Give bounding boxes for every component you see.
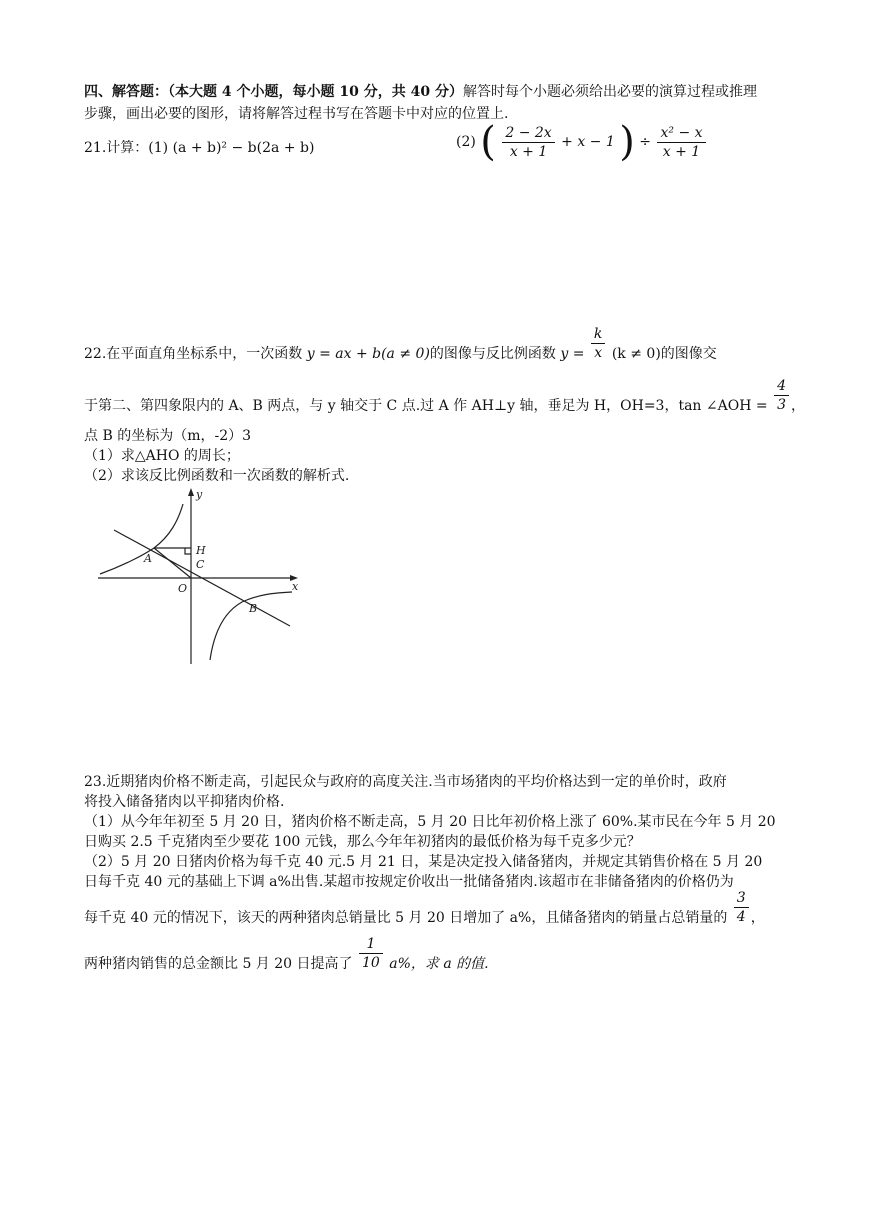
q21-f1-denominator: x + 1 (509, 143, 548, 160)
q22-tan-den: 3 (777, 396, 786, 413)
q22-k-over-x (591, 325, 605, 362)
q23-text-5: （2）5 月 20 日猪肉价格为每千克 40 元.5 月 21 日，某是决定投入储备猪肉，并规定其销售价格在 5 月 20 (84, 854, 763, 870)
q22-figure (92, 486, 307, 666)
q22-text-e: (k ≠ 0)的图像交 (611, 346, 717, 362)
right-paren: ) (619, 119, 635, 165)
q22-text-c: 的图像与反比例函数 (429, 346, 556, 362)
q21-part2-label: (2) (456, 134, 476, 150)
q21-middle: + x − 1 (561, 134, 615, 150)
q22-part2-line (84, 466, 349, 486)
label-a: A (144, 552, 152, 565)
q21-divide: ÷ (639, 134, 652, 150)
q23-line-1 (84, 772, 727, 792)
q23-line-5 (84, 852, 762, 872)
q22-linear-function: y = ax + b(a ≠ 0) (306, 346, 430, 362)
y-axis-arrow (188, 488, 194, 496)
label-o: O (178, 582, 188, 595)
q23-text-6: 日每千克 40 元的基础上下调 a%出售.某超市按规定价收出一批储备猪肉.该超市在非储备猪肉的价格仍为 (84, 874, 734, 890)
section-heading: 四、解答题：（本大题 4 个小题，每小题 10 分，共 40 分） (84, 84, 463, 100)
q23-line-3 (84, 812, 776, 832)
q22-part2: （2）求该反比例函数和一次函数的解析式. (84, 468, 350, 484)
q22-x: x (594, 344, 603, 361)
q21-fraction-2 (657, 124, 705, 161)
q23-line-2 (84, 792, 284, 812)
q22-part1-line (84, 446, 240, 466)
q22-line-2 (84, 377, 805, 416)
label-c: C (196, 558, 205, 571)
left-paren: ( (480, 119, 496, 165)
q23-f34-den: 4 (736, 908, 746, 925)
q23-text-2: 将投入储备猪肉以平抑猪肉价格. (84, 794, 285, 810)
section-heading-line (84, 82, 757, 102)
q21-f2-denominator: x + 1 (662, 143, 701, 160)
q23-text-7: 每千克 40 元的情况下，该天的两种猪肉总销量比 5 月 20 日增加了 a%，且储备猪肉的销量占总销量的 (84, 910, 728, 926)
q23-three-quarters (734, 889, 749, 926)
q23-line-8 (84, 935, 489, 974)
q22-text-a: 22.在平面直角坐标系中，一次函数 (84, 346, 303, 362)
section-instructions-1: 解答时每个小题必须给出必要的演算过程或推理 (462, 84, 757, 100)
q22-part1: （1）求△AHO 的周长； (84, 448, 240, 464)
q23-one-tenth (359, 935, 383, 972)
q23-line-7 (84, 889, 765, 928)
q21-prefix: 21.计算：(1) (84, 140, 169, 156)
q22-text-line2: 于第二、第四象限内的 A、B 两点，与 y 轴交于 C 点.过 A 作 AH⊥y 轴，垂足为 H，OH=3，tan ∠AOH = (84, 398, 768, 414)
right-angle-mark (185, 548, 191, 554)
q23-text-1: 23.近期猪肉价格不断走高，引起民众与政府的高度关注.当市场猪肉的平均价格达到一定的单价时，政府 (84, 774, 727, 790)
q23-f34-num: 3 (734, 889, 749, 908)
q21-fraction-1 (502, 124, 554, 161)
q22-tan-fraction (774, 377, 789, 414)
label-y: y (196, 488, 203, 501)
q22-point-b: 点 B 的坐标为（m，-2）3 (84, 428, 252, 444)
q21-line (84, 138, 314, 158)
section-instructions-2: 步骤，画出必要的图形，请将解答过程书写在答题卡中对应的位置上. (84, 106, 509, 122)
hyperbola-branch-upper (100, 504, 183, 574)
label-b: B (249, 602, 258, 615)
section-instructions-line (84, 104, 508, 124)
q22-comma: ， (790, 398, 805, 414)
q23-text-8b: a%，求 a 的值. (389, 956, 489, 972)
q23-f110-num: 1 (359, 935, 383, 954)
label-h: H (196, 544, 206, 557)
q22-k: k (591, 325, 605, 344)
q23-line-6 (84, 872, 734, 892)
q23-comma: ， (750, 910, 765, 926)
q22-line-1 (84, 325, 717, 364)
q23-line-4 (84, 832, 641, 852)
q22-inverse-y: y = (560, 346, 585, 362)
q23-text-8a: 两种猪肉销售的总金额比 5 月 20 日提高了 (84, 956, 353, 972)
q22-tan-num: 4 (774, 377, 789, 396)
q22-line-3 (84, 426, 251, 446)
q21-f1-numerator: 2 − 2x (502, 124, 554, 143)
q23-f110-den: 10 (361, 954, 380, 971)
label-x: x (292, 580, 299, 593)
q21-part2 (456, 119, 708, 165)
q21-f2-numerator: x² − x (657, 124, 705, 143)
q21-part1: (a + b)² − b(2a + b) (172, 140, 315, 156)
q23-text-3: （1）从今年年初至 5 月 20 日，猪肉价格不断走高，5 月 20 日比年初价格上涨了 60%.某市民在今年 5 月 20 (84, 814, 776, 830)
q23-text-4: 日购买 2.5 千克猪肉至少要花 100 元钱，那么今年年初猪肉的最低价格为每千克多少元？ (84, 834, 641, 850)
